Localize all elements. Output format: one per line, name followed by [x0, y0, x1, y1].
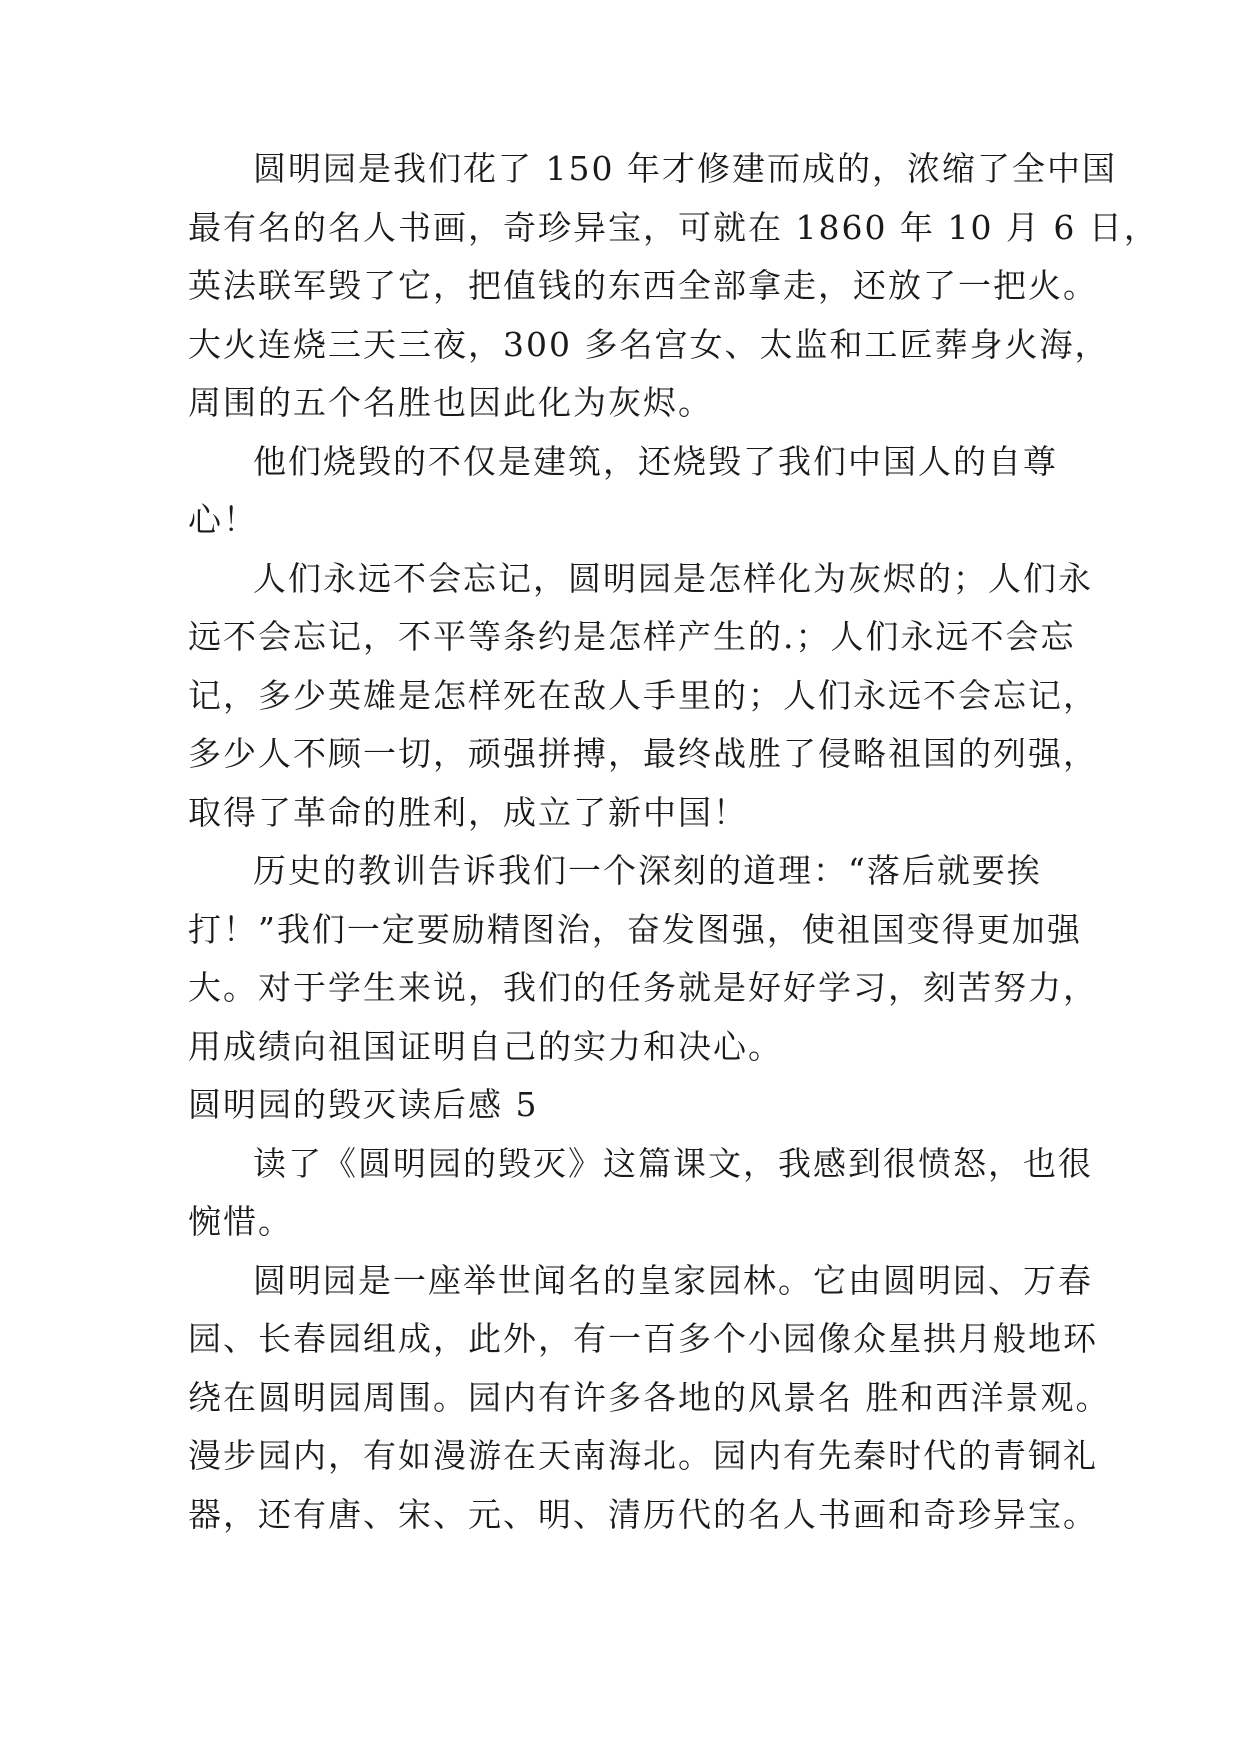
section-heading: 圆明园的毁灭读后感 5 [188, 1085, 539, 1124]
paragraph-line: 周围的五个名胜也因此化为灰烬。 [188, 383, 713, 422]
paragraph-line: 读了《圆明园的毁灭》这篇课文，我感到很愤怒，也很 [253, 1144, 1093, 1183]
paragraph-line: 大。对于学生来说，我们的任务就是好好学习，刻苦努力， [188, 968, 1098, 1007]
paragraph-line: 多少人不顾一切，顽强拼搏，最终战胜了侵略祖国的列强， [188, 734, 1098, 773]
paragraph-line: 器，还有唐、宋、元、明、清历代的名人书画和奇珍异宝。 [188, 1495, 1098, 1534]
paragraph-line: 他们烧毁的不仅是建筑，还烧毁了我们中国人的自尊 [253, 442, 1058, 481]
paragraph-line: 圆明园是我们花了 150 年才修建而成的，浓缩了全中国 [253, 149, 1117, 188]
paragraph-line: 惋惜。 [188, 1202, 293, 1241]
paragraph-line: 用成绩向祖国证明自己的实力和决心。 [188, 1027, 783, 1066]
paragraph-line: 圆明园是一座举世闻名的皇家园林。它由圆明园、万春 [253, 1261, 1093, 1300]
paragraph-line: 最有名的名人书画，奇珍异宝，可就在 1860 年 10 月 6 日， [188, 208, 1159, 247]
paragraph-line: 远不会忘记，不平等条约是怎样产生的.；人们永远不会忘 [188, 617, 1076, 656]
paragraph-line: 打！”我们一定要励精图治，奋发图强，使祖国变得更加强 [188, 910, 1082, 949]
paragraph-line: 历史的教训告诉我们一个深刻的道理：“落后就要挨 [253, 851, 1042, 890]
paragraph-line: 园、长春园组成，此外，有一百多个小园像众星拱月般地环 [188, 1319, 1098, 1358]
paragraph-line: 取得了革命的胜利，成立了新中国！ [188, 793, 748, 832]
paragraph-line: 英法联军毁了它，把值钱的东西全部拿走，还放了一把火。 [188, 266, 1098, 305]
paragraph-line: 心！ [188, 500, 258, 539]
paragraph-line: 人们永远不会忘记，圆明园是怎样化为灰烬的；人们永 [253, 559, 1093, 598]
paragraph-line: 记，多少英雄是怎样死在敌人手里的；人们永远不会忘记， [188, 676, 1098, 715]
paragraph-line: 漫步园内，有如漫游在天南海北。园内有先秦时代的青铜礼 [188, 1436, 1098, 1475]
paragraph-line: 绕在圆明园周围。园内有许多各地的风景名 胜和西洋景观。 [188, 1378, 1111, 1417]
paragraph-line: 大火连烧三天三夜，300 多名宫女、太监和工匠葬身火海， [188, 325, 1110, 364]
